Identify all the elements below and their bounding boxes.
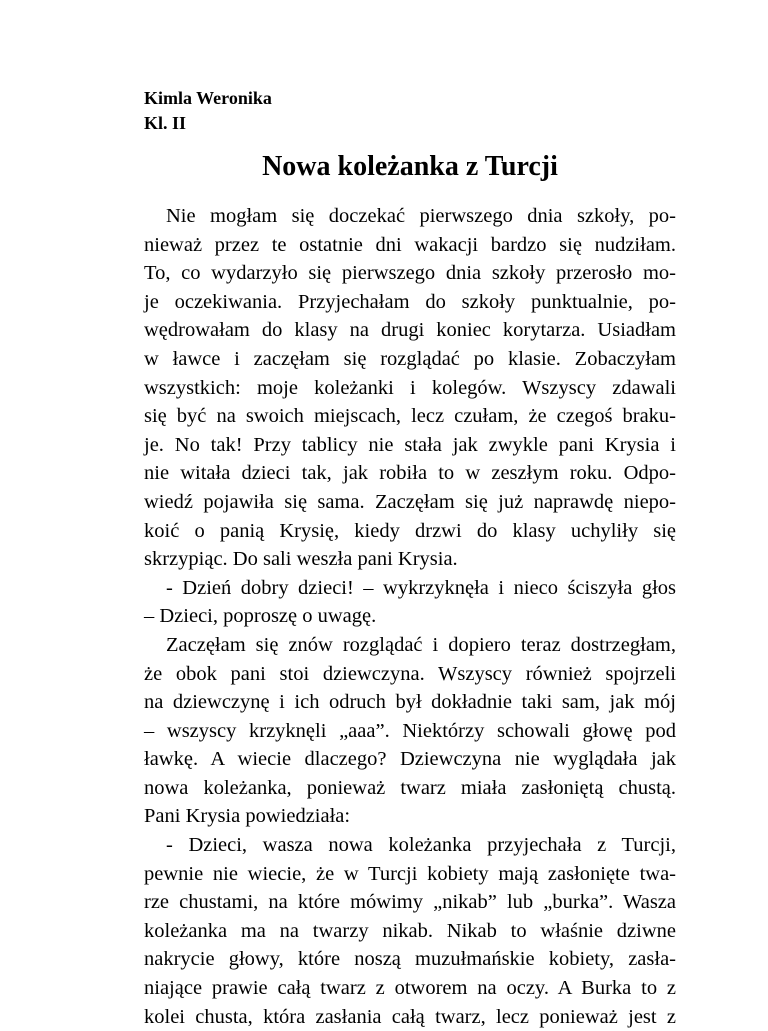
text-line: wędrowałam do klasy na drugi koniec korytarza. Usiadłam	[144, 319, 676, 342]
text-line: kolei chusta, która zasłania całą twarz, lecz ponieważ jest z	[144, 1005, 676, 1028]
text-line: pewnie nie wiecie, że w Turcji kobiety mają zasłonięte twa-	[144, 862, 676, 885]
text-line: na dziewczynę i ich odruch był dokładnie taki sam, jak mój	[144, 691, 676, 714]
text-line: - Dzień dobry dzieci! – wykrzyknęła i nieco ściszyła głos	[166, 576, 676, 599]
text-line: w ławce i zaczęłam się rozglądać po klasie. Zobaczyłam	[144, 347, 676, 370]
author-block	[144, 86, 272, 136]
text-line: nieważ przez te ostatnie dni wakacji bardzo się nudziłam.	[144, 233, 676, 256]
text-line: koleżanka ma na twarzy nikab. Nikab to właśnie dziwne	[144, 919, 676, 942]
essay-title: Nowa koleżanka z Turcji	[262, 151, 558, 182]
text-line: – Dzieci, poproszę o uwagę.	[144, 605, 377, 628]
text-line: – wszyscy krzyknęli „aaa”. Niektórzy schowali głowę pod	[144, 719, 676, 742]
text-line: ławkę. A wiecie dlaczego? Dziewczyna nie wyglądała jak	[144, 748, 676, 771]
text-line: wiedź pojawiła się sama. Zaczęłam się już naprawdę niepo-	[144, 490, 676, 513]
text-line: Pani Krysia powiedziała:	[144, 805, 351, 828]
text-line: że obok pani stoi dziewczyna. Wszyscy również spojrzeli	[144, 662, 676, 685]
text-line: nowa koleżanka, ponieważ twarz miała zasłoniętą chustą.	[144, 776, 676, 799]
text-line: Zaczęłam się znów rozglądać i dopiero teraz dostrzegłam,	[166, 633, 676, 656]
text-line: To, co wydarzyło się pierwszego dnia szkoły przerosło mo-	[144, 262, 676, 285]
author-name: Kimla Weronika	[144, 88, 272, 108]
text-line: je. No tak! Przy tablicy nie stała jak zwykle pani Krysia i	[144, 433, 676, 456]
text-line: się być na swoich miejscach, lecz czułam, że czegoś braku-	[144, 405, 676, 428]
text-line: nakrycie głowy, które noszą muzułmańskie kobiety, zasła-	[144, 948, 676, 971]
text-line: wszystkich: moje koleżanki i kolegów. Wszyscy zdawali	[144, 376, 676, 399]
text-line: skrzypiąc. Do sali weszła pani Krysia.	[144, 548, 458, 571]
text-line: niające prawie całą twarz z otworem na oczy. A Burka to z	[144, 977, 676, 1000]
text-line: koić o panią Krysię, kiedy drzwi do klasy uchyliły się	[144, 519, 676, 542]
text-line: Nie mogłam się doczekać pierwszego dnia szkoły, po-	[166, 205, 676, 227]
text-line: je oczekiwania. Przyjechałam do szkoły punktualnie, po-	[144, 290, 676, 313]
text-line: nie witała dzieci tak, jak robiła to w zeszłym roku. Odpo-	[144, 462, 676, 485]
text-line: - Dzieci, wasza nowa koleżanka przyjechała z Turcji,	[166, 834, 676, 857]
essay-body	[144, 202, 676, 1031]
class-label: Kl. II	[144, 113, 187, 133]
text-line: rze chustami, na które mówimy „nikab” lub „burka”. Wasza	[144, 891, 676, 914]
